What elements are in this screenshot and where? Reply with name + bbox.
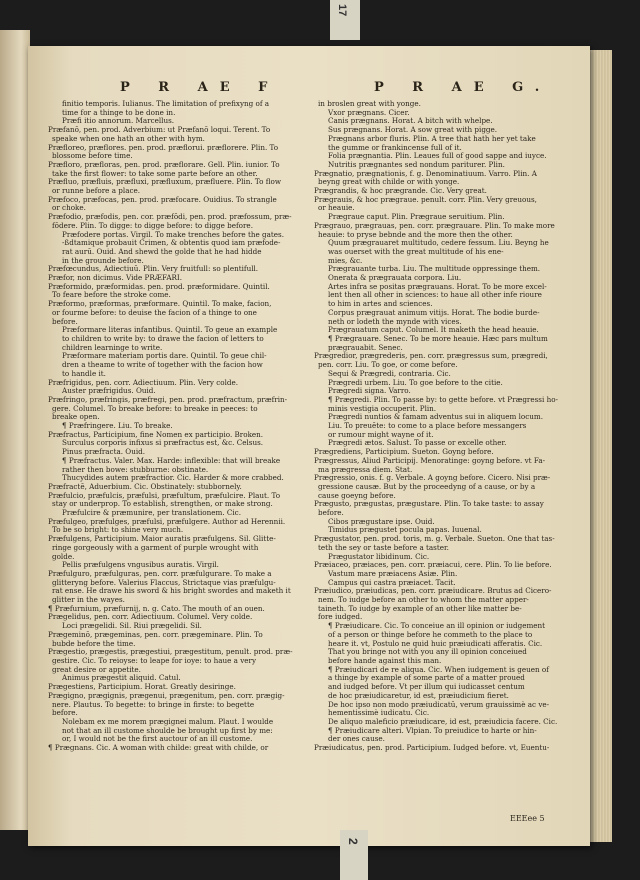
text-line: and iudged before. Vt per illum qui iudicasset centum (328, 683, 525, 692)
text-line: ma prægressa diem. Stat. (318, 465, 413, 474)
text-line: Prægnans arbor fluris. Plin. A tree that hath her yet take (328, 134, 536, 143)
text-line: ¶ Præfractus. Valer. Max. Harde: inflexible: that will breake (62, 456, 281, 465)
text-line: Prægrauante turba. Liu. The multitude oppressinge them. (328, 265, 541, 274)
text-line: Prægredi ætos. Salust. To passe or excelle other. (328, 439, 507, 448)
text-line: neth or lodeth the mynde with vices. (328, 317, 462, 326)
text-line: nere. Plautus. To begette: to bringe in firste: to begette (52, 700, 255, 709)
text-line: Corpus prægrauat animum vitijs. Horat. The bodie burde- (328, 308, 540, 317)
text-line: Sus prægnans. Horat. A sow great with pigge. (328, 126, 498, 135)
text-line: Præfloreo, præflores. pen. prod. præflorui. præflorere. Plin. To (48, 143, 279, 152)
text-line: Præfulcire & præmunire, per translationem. Cic. (62, 509, 241, 518)
text-line: rat ense. He drawe his sword & his bright swordes and maketh it (52, 587, 291, 596)
text-line: Præfluo, præfluis, præfluxi, præfluxum, præfluere. Plin. To flow (48, 178, 282, 187)
text-line: Præfi itio annorum. Marcellus. (62, 117, 175, 126)
ruler-bottom-number: 2 (346, 838, 360, 845)
text-line: Prægredi urbem. Liu. To goe before to the citie. (328, 378, 503, 387)
text-line: of a person or thinge before he commeth to the place to (328, 630, 533, 639)
text-line: take the first flower: to take some parte before an other. (52, 169, 258, 178)
text-line: Præfodio, præfodis, pen. cor. præfōdi, pen. prod. præfossum, præ- (48, 213, 292, 222)
text-line: the gumme or frankincense full of it. (328, 143, 462, 152)
text-line: great desire or appetite. (52, 665, 141, 674)
text-line: teth the sey or taste before a taster. (318, 543, 449, 552)
text-line: Prægestio, prægestis, prægestiui, prægestitum, penult. prod. præ- (48, 648, 293, 657)
text-line: Prægigno, prægignis, prægenui, prægenitum, pen. corr. prægig- (48, 691, 285, 700)
text-line: gere. Columel. To breake before: to breake in peeces: to (52, 404, 258, 413)
text-line: Prægeminō, prægeminas, pen. corr. prægeminare. Plin. To (48, 630, 263, 639)
text-line: Thucydides autem præfractior. Cic. Harder & more crabbed. (62, 474, 284, 483)
text-line: glitteryng before. Valerius Flaccus, Strictaque vias præfulgu- (52, 578, 276, 587)
text-line: rat aurū. Ouid. And shewd the golde that he had hidde (62, 247, 262, 256)
text-line: dren a theame to write of together with the facion how (62, 361, 263, 370)
text-line: Præfrigidus, pen. corr. Adiectiuum. Plin. Very colde. (48, 378, 239, 387)
text-line: to him in artes and sciences. (328, 300, 433, 309)
text-line: Præformido, præformidas. pen. prod. præformidare. Quintil. (48, 282, 270, 291)
text-line: Vxor prægnans. Cicer. (328, 108, 410, 117)
text-line: That you bringe not with you any ill opinion conceiued (328, 648, 527, 657)
text-line: ¶ Præiudicari de re aliqua. Cic. When iudgement is geuen of (328, 665, 549, 674)
text-line: Pellis præfulgens vngusibus auratis. Virgil. (62, 561, 219, 570)
text-line: prægrauabit. Senec. (328, 343, 403, 352)
text-line: golde. (52, 552, 75, 561)
text-line: Præfodere portas. Virgil. To make trenches before the gates. (62, 230, 285, 239)
text-line: lent then all other in sciences: to haue all other infe rioure (328, 291, 542, 300)
text-line: was ouerset with the great multitude of his ene- (328, 247, 504, 256)
text-line: ringe gorgeously with a garment of purple wrought with (52, 543, 259, 552)
text-line: Prægestiens, Participium. Horat. Greatly desiringe. (48, 683, 236, 692)
text-line: Prægraue caput. Plin. Prægraue seruitium. Plin. (328, 213, 505, 222)
text-line: Prægrauis, & hoc prægraue. penult. corr. Plin. Very greuous, (314, 195, 537, 204)
text-line: Canis prægnans. Horat. A bitch with whelpe. (328, 117, 493, 126)
text-line: Præfringo, præfringis, præfregi, pen. prod. præfractum, præfrin- (48, 395, 288, 404)
text-line: before. (52, 317, 78, 326)
text-line: Cibos prægustare ipse. Ouid. (328, 517, 435, 526)
text-line: Animus prægestit aliquid. Catul. (62, 674, 181, 683)
text-line: ¶ Præfringere. Liu. To breake. (62, 422, 173, 431)
text-line: Onerata & prægrauata corpora. Liu. (328, 274, 462, 283)
text-line: Prægredi nuntios & famam adventus sui in aliquem locum. (328, 413, 543, 422)
text-line: Præiaceo, præiaces, pen. corr. præiacui, cere. Plin. To lie before. (314, 561, 552, 570)
text-line: not that an ill custome shoulde be brought up first by me: (62, 726, 273, 735)
ruler-bottom (340, 830, 368, 880)
text-line: or runne before a place. (52, 187, 141, 196)
text-line: heauie: to pryse bebnde and the more then the other. (318, 230, 513, 239)
text-line: to children to write by: to drawe the facion of letters to (62, 334, 264, 343)
text-line: mies, &c. (328, 256, 363, 265)
text-line: de hoc præiudicaretur, id est, præiudicium fieret. (328, 691, 509, 700)
text-line: or heauie. (318, 204, 355, 213)
text-line: Prægressus, Aliud Participij. Menoratinge: goyng before. vt Fa- (314, 456, 546, 465)
text-line: cause goeyng before. (318, 491, 396, 500)
text-line: Auster præfrigidus. Ouid. (62, 387, 156, 396)
text-line: Præfœcundus, Adiectiuū. Plin. Very fruitfull: so plentifull. (48, 265, 259, 274)
text-line: a thinge by example of some parte of a matter proued (328, 674, 525, 683)
text-line: Prægredi signa. Varro. (328, 387, 411, 396)
text-line: before. (318, 509, 344, 518)
text-line: Nolebam ex me morem prægignei malum. Plaut. I woulde (62, 717, 274, 726)
text-line: Præformare literas infantibus. Quintil. To geue an example (62, 326, 278, 335)
page-edges (590, 50, 612, 842)
text-line: to handle it. (62, 369, 106, 378)
text-line: minis vestigia occuperit. Plin. (328, 404, 437, 413)
text-line: Præfor, non dicimus. Vide PRÆFARI. (48, 274, 183, 283)
text-line: Præfulguro, præfulguras, pen. corr. præfulgurare. To make a (48, 569, 272, 578)
text-line: Pinus præfracta. Ouid. (62, 448, 146, 457)
text-line: Prægrandis, & hoc prægrande. Cic. Very great. (314, 187, 487, 196)
text-line: ¶ Prægnans. Cic. A woman with childe: great with childe, or (48, 744, 269, 753)
text-line: glitter in the wayes. (52, 596, 125, 605)
text-line: Folia prægnantia. Plin. Leaues full of good sappe and iuyce. (328, 152, 547, 161)
running-header-right: P R AE G. (374, 80, 552, 95)
text-line: Prægrauatum caput. Columel. It maketh the head heauie. (328, 326, 539, 335)
text-line: Quum prægrauaret multitudo, cedere fessum. Liu. Beyng he (328, 239, 549, 248)
text-line: Liu. To preuēte: to come to a place before messangers (328, 422, 527, 431)
text-line: Prægusto, prægustas, prægustare. Plin. To take taste: to assay (314, 500, 544, 509)
text-line: ¶ Prægrauare. Senec. To be more heauie. Hæc pars multum (328, 334, 548, 343)
text-line: Prægredior, prægrederis, pen. corr. prægressus sum, prægredi, (314, 352, 548, 361)
text-line: ¶ Præiudicare alteri. Vlpian. To preiudice to harte or hin- (328, 726, 537, 735)
text-line: Præfulgeo, præfulges, præfulsi, præfulgere. Author ad Herennii. (48, 517, 286, 526)
text-line: fōdere. Plin. To digge: to digge before: to digge before. (52, 221, 253, 230)
text-line: fore iudged. (318, 613, 363, 622)
text-line: Surculus corporis infixus si præfractus est, &c. Celsus. (62, 439, 264, 448)
text-line: Præfractus, Participium, fine Nomen ex participio. Broken. (48, 430, 264, 439)
text-line: De hoc ipso non modo præiudicatū, verum grauissimè ac ve- (328, 700, 550, 709)
text-line: Prægrediens, Participium. Sueton. Goyng before. (314, 448, 494, 457)
text-line: speake when one hath an other with hym. (52, 134, 205, 143)
text-line: Nutritis prægnantes sed nondum pariturer. Plin. (328, 160, 505, 169)
book-page (28, 46, 590, 846)
text-line: ¶ Prægredi. Plin. To passe by: to gette before. vt Prægressi ho- (328, 395, 558, 404)
text-line: children learninge to write. (62, 343, 163, 352)
text-line: De aliquo maleficio præiudicare, id est, præiudicia facere. Cic. (328, 717, 558, 726)
text-line: in broslen great with yonge. (318, 100, 421, 108)
running-header-left: P R AE F (120, 80, 280, 95)
text-line: To feare before the stroke come. (52, 291, 171, 300)
text-line: heare it. vt, Postulo ne quid huic præiudicati afferatis. Cic. (328, 639, 543, 648)
ruler-top-number: 17 (336, 4, 348, 17)
text-line: Prægelidus, pen. corr. Adiectiuum. Columel. Very colde. (48, 613, 253, 622)
text-line: Prægustator, pen. prod. toris, m. g. Verbale. Sueton. One that tas- (314, 535, 555, 544)
text-line: Præformo, præformas, præformare. Quintil. To make, facion, (48, 300, 272, 309)
text-line: or rumour might wayne of it. (328, 430, 434, 439)
text-line: breake open. (52, 413, 100, 422)
left-column (48, 100, 300, 753)
text-line: Timidus prægustet pocula papas. Iuuenal. (328, 526, 482, 535)
text-line: or, I would not be the first auctour of an ill custome. (62, 735, 253, 744)
text-line: beyng great with childe or with yonge. (318, 178, 460, 187)
text-line: Præfloro, præfloras, pen. prod. præflorare. Gell. Plin. iunior. To (48, 160, 280, 169)
signature-mark: EEEee 5 (510, 814, 545, 823)
text-line: -ßdtamique probauit Crimen, & obtentis quod iam præfode- (62, 239, 281, 248)
text-line: Præiudico, præiudicas, pen. corr. præiudicare. Brutus ad Cicero- (314, 587, 552, 596)
text-line: rather then bowe: stubburne: obstinate. (62, 465, 209, 474)
text-line: blossome before time. (52, 152, 133, 161)
text-line: or choke. (52, 204, 86, 213)
text-line: Prægrauo, prægrauas, pen. corr. prægrauare. Plin. To make more (314, 221, 555, 230)
text-line: before. (52, 709, 78, 718)
book-spine (0, 30, 30, 830)
text-line: gressione causæ. But by the proceedyng of a cause, or by a (318, 482, 536, 491)
text-line: in the grounde before. (62, 256, 144, 265)
text-line: Campus qui castra præiacet. Tacit. (328, 578, 456, 587)
text-line: Præiudicatus, pen. prod. Participium. Iudged before. vt, Euentu- (314, 744, 550, 753)
text-line: Loci prægelidi. Sil. Riui prægelidi. Sil. (62, 622, 202, 631)
text-line: hementissimè iudicatu. Cic. (328, 709, 430, 718)
text-line: Prægnatio, prægnationis, f. g. Denominatiuum. Varro. Plin. A (314, 169, 537, 178)
text-line: or fourme before: to deuise the facion of a thinge to one (52, 308, 257, 317)
text-line: Præfanō, pen. prod. Adverbium: ut Præfanō loqui. Terent. To (48, 126, 271, 135)
text-line: ¶ Præfurnium, præfurnij, n. g. Cato. The mouth of an ouen. (48, 604, 265, 613)
text-line: before hande against this man. (328, 657, 442, 665)
text-line: Præfractē, Aduerbium. Cic. Obstinately: stubbornely. (48, 482, 242, 491)
text-line: Prægustator libidinum. Cic. (328, 552, 430, 561)
text-line: Præfoco, præfocas, pen. prod. præfocare. Ouidius. To strangle (48, 195, 277, 204)
text-line: Sequi & Prægredi, contraria. Cic. (328, 369, 451, 378)
text-line: bubde before the time. (52, 639, 136, 648)
text-line: taineth. To iudge by example of an other like matter be- (318, 604, 522, 613)
text-line: Præformare materiam portis dare. Quintil. To geue chil- (62, 352, 267, 361)
ruler-top (330, 0, 360, 40)
text-line: nem. To iudge before an other to whom the matter apper- (318, 596, 529, 605)
text-line: der ones cause. (328, 735, 385, 744)
text-line: finitio temporis. Iulianus. The limitation of prefixyng of a (62, 100, 270, 108)
text-line: Præfulgens, Participium. Maior auratis præfulgens. Sil. Glitte- (48, 535, 276, 544)
text-line: gestire. Cic. To reioyse: to leape for ioye: to haue a very (52, 657, 257, 665)
right-column (314, 100, 566, 753)
text-line: Præfulcio, præfulcis, præfulsi, præfultum, præfulcire. Plaut. To (48, 491, 281, 500)
text-line: Prægressio, onis. f. g. Verbale. A goyng before. Cicero. Nisi præ- (314, 474, 551, 483)
text-line: ¶ Præiudicare. Cic. To conceiue an ill opinion or iudgement (328, 622, 546, 631)
text-line: pen. corr. Liu. To goe, or come before. (318, 361, 458, 370)
text-line: Vastum mare præiacens Asiæ. Plin. (328, 569, 458, 578)
text-line: time for a thinge to be done in. (62, 108, 176, 117)
text-line: To be so bright: to shine very much. (52, 526, 184, 535)
text-line: Artes infra se positas prægrauans. Horat. To be more excel- (328, 282, 547, 291)
text-line: stay or underprop. To establish, strengthen, or make strong. (52, 500, 273, 509)
